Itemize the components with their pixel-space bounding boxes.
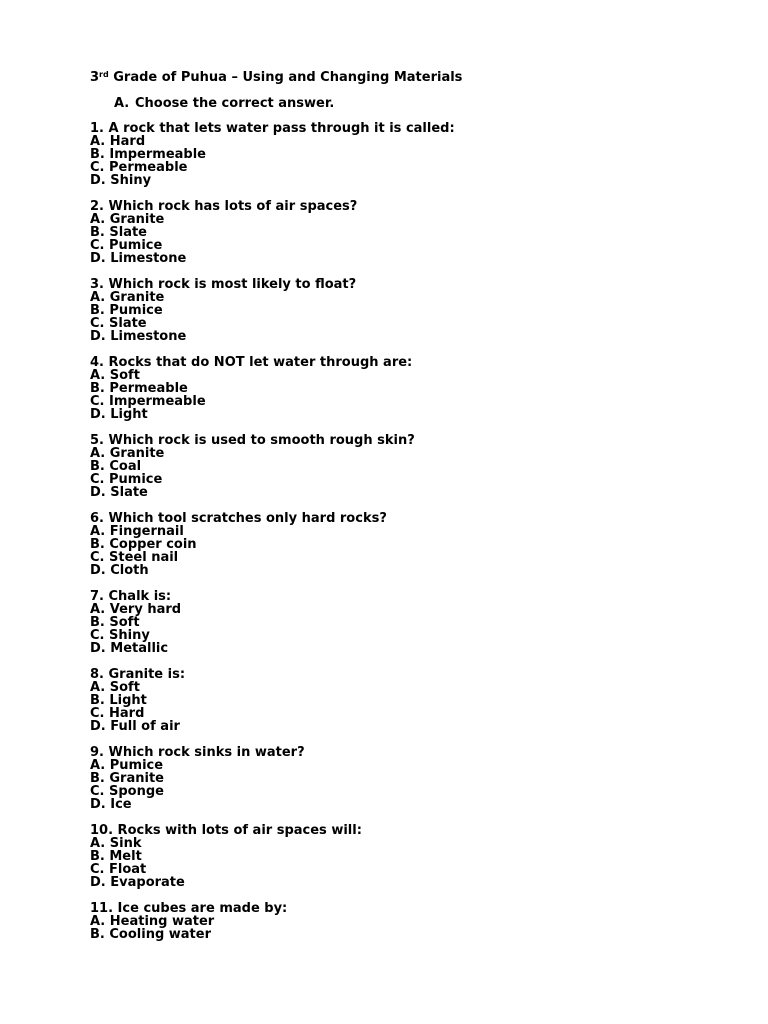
answer-option: C. Steel nail: [90, 550, 179, 565]
question-block: [90, 356, 730, 421]
answer-option: C. Pumice: [90, 238, 163, 253]
title-grade-superscript: rd: [99, 70, 109, 79]
answer-option: A. Hard: [90, 134, 146, 149]
answer-option: D. Evaporate: [90, 875, 185, 890]
worksheet-title: [90, 70, 730, 86]
question-prompt: 5. Which rock is used to smooth rough skin?: [90, 433, 415, 448]
answer-option: A. Granite: [90, 212, 165, 227]
title-text: Grade of Puhua – Using and Changing Materials: [108, 70, 463, 85]
answer-option: B. Impermeable: [90, 147, 207, 162]
answer-option: D. Cloth: [90, 563, 149, 578]
answer-option: A. Granite: [90, 290, 165, 305]
answer-option: C. Float: [90, 862, 147, 877]
answer-option: B. Copper coin: [90, 537, 197, 552]
question-block: [90, 746, 730, 811]
answer-option: A. Sink: [90, 836, 142, 851]
answer-option: D. Slate: [90, 485, 148, 500]
question-prompt: 3. Which rock is most likely to float?: [90, 277, 357, 292]
answer-option: D. Limestone: [90, 251, 187, 266]
question-block: [90, 824, 730, 889]
answer-option: B. Permeable: [90, 381, 188, 396]
answer-option: A. Fingernail: [90, 524, 184, 539]
answer-option: C. Pumice: [90, 472, 163, 487]
answer-option: C. Impermeable: [90, 394, 206, 409]
answer-option: B. Cooling water: [90, 927, 211, 942]
question-prompt: 1. A rock that lets water pass through it is called:: [90, 121, 455, 136]
answer-option: B. Pumice: [90, 303, 163, 318]
answer-option: A. Soft: [90, 680, 140, 695]
section-letter: A.: [114, 96, 130, 111]
answer-option: B. Granite: [90, 771, 164, 786]
answer-option: C. Sponge: [90, 784, 164, 799]
answer-option: D. Full of air: [90, 719, 180, 734]
question-block: [90, 200, 730, 265]
question-block: [90, 512, 730, 577]
answer-option: C. Permeable: [90, 160, 188, 175]
answer-option: D. Limestone: [90, 329, 187, 344]
answer-option: D. Metallic: [90, 641, 169, 656]
answer-option: B. Coal: [90, 459, 142, 474]
question-block: [90, 668, 730, 733]
question-prompt: 11. Ice cubes are made by:: [90, 901, 288, 916]
worksheet-page: [90, 70, 730, 954]
question-prompt: 7. Chalk is:: [90, 589, 172, 604]
answer-option: B. Light: [90, 693, 147, 708]
answer-option: A. Heating water: [90, 914, 215, 929]
question-prompt: 2. Which rock has lots of air spaces?: [90, 199, 358, 214]
question-prompt: 6. Which tool scratches only hard rocks?: [90, 511, 387, 526]
answer-option: C. Shiny: [90, 628, 150, 643]
answer-option: A. Granite: [90, 446, 165, 461]
answer-option: D. Ice: [90, 797, 132, 812]
answer-option: D. Shiny: [90, 173, 152, 188]
question-block: [90, 122, 730, 187]
question-prompt: 8. Granite is:: [90, 667, 186, 682]
answer-option: C. Hard: [90, 706, 145, 721]
answer-option: A. Pumice: [90, 758, 164, 773]
question-block: [90, 278, 730, 343]
title-grade-number: 3: [90, 70, 100, 85]
section-heading: [114, 96, 730, 112]
question-prompt: 10. Rocks with lots of air spaces will:: [90, 823, 362, 838]
answer-option: C. Slate: [90, 316, 147, 331]
answer-option: A. Very hard: [90, 602, 182, 617]
question-block: [90, 590, 730, 655]
answer-option: A. Soft: [90, 368, 140, 383]
section-instruction: Choose the correct answer.: [135, 96, 335, 111]
question-prompt: 9. Which rock sinks in water?: [90, 745, 305, 760]
question-block: [90, 902, 730, 941]
answer-option: D. Light: [90, 407, 148, 422]
question-list: [90, 122, 730, 941]
question-block: [90, 434, 730, 499]
answer-option: B. Slate: [90, 225, 147, 240]
answer-option: B. Soft: [90, 615, 140, 630]
answer-option: B. Melt: [90, 849, 142, 864]
question-prompt: 4. Rocks that do NOT let water through are:: [90, 355, 413, 370]
